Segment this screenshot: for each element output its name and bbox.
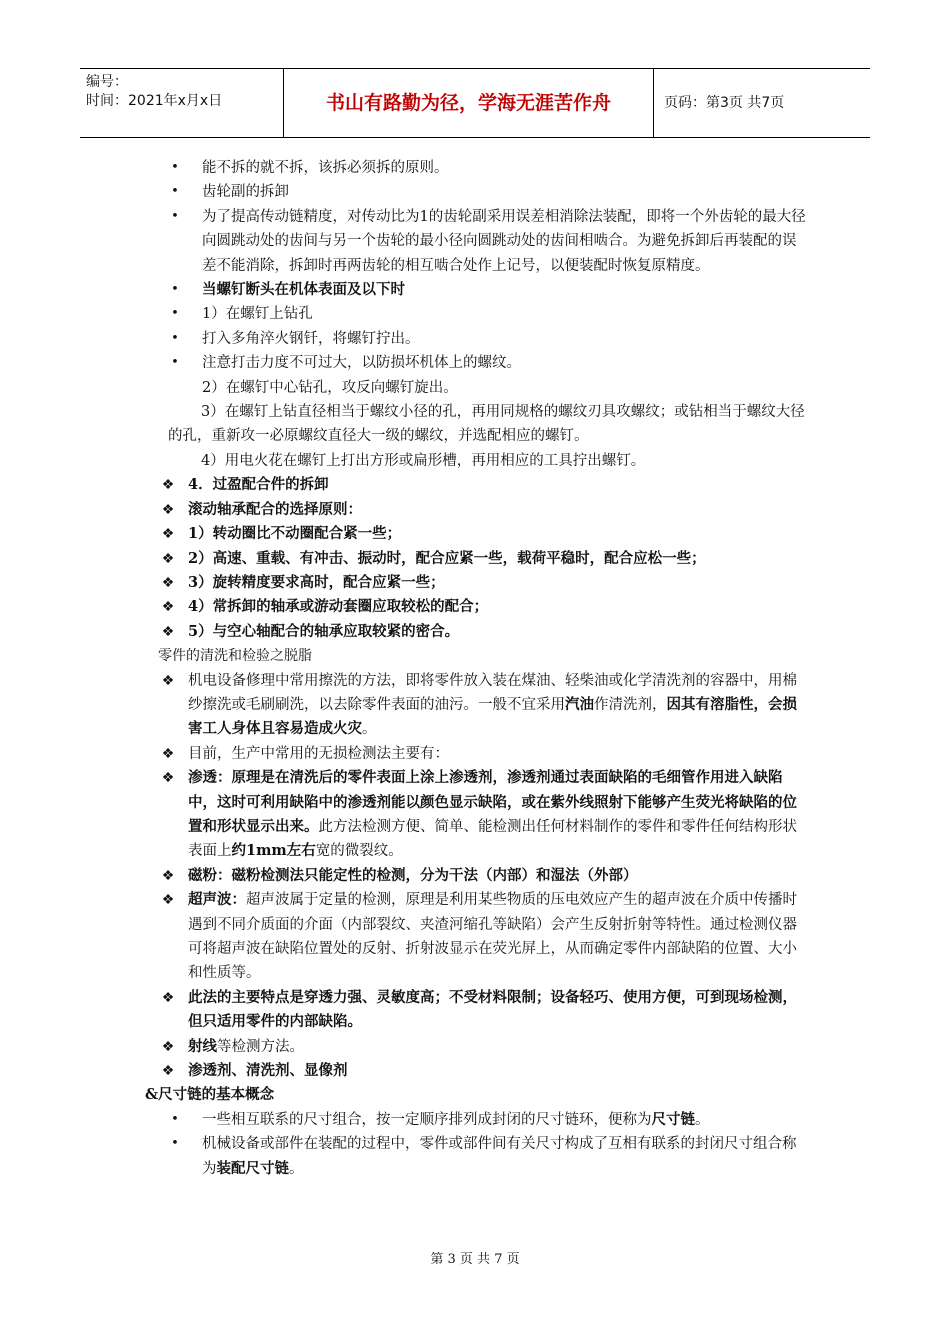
- text-segment: 注意打击力度不可过大，以防损坏机体上的螺纹。: [202, 355, 521, 372]
- bullet-dot-icon: •: [171, 282, 179, 298]
- list-item-text: [188, 766, 806, 864]
- text-segment: 。: [695, 1111, 710, 1128]
- list-item-text: [202, 156, 806, 180]
- bullet-dot-icon: •: [171, 208, 179, 224]
- list-item: [0, 1083, 950, 1107]
- list-item: [0, 376, 950, 400]
- list-item-text: [188, 522, 806, 546]
- text-segment: 宽的微裂纹。: [315, 843, 403, 860]
- text-segment: 滚动轴承配合的选择原则：: [188, 500, 362, 518]
- bullet-dot-icon: •: [171, 160, 179, 175]
- page-footer: 第 3 页 共 7 页: [430, 1252, 520, 1267]
- list-item: [0, 522, 950, 546]
- header-meta-cell: [80, 69, 284, 137]
- bullet-diamond-icon: ❖: [161, 501, 175, 518]
- list-item: [0, 351, 950, 375]
- emphasis-text: 渗透：原理是在清洗后的零件表面上涂上渗透剂，渗透剂通过表面缺陷的毛细管作用进入缺陷中，这时可利用缺陷中的渗透剂能以颜色显示缺陷，或在紫外线照射下能够产生荧光将缺陷的位置和形状显示出来。: [188, 769, 797, 835]
- list-item: [0, 1059, 950, 1083]
- text-segment: 能不拆的就不拆，该拆必须拆的原则。: [202, 160, 449, 176]
- list-item: [0, 620, 950, 644]
- list-item-text: [168, 449, 806, 473]
- list-item: [0, 278, 950, 302]
- emphasis-text: 射线: [188, 1037, 217, 1055]
- text-segment: &尺寸链的基本概念: [145, 1086, 275, 1104]
- list-item: [0, 986, 950, 1035]
- list-item-text: [188, 864, 806, 888]
- list-item-text: [188, 571, 806, 595]
- bullet-diamond-icon: ❖: [161, 599, 175, 616]
- list-item-text: [188, 547, 806, 571]
- text-segment: 1）转动圈比不动圈配合紧一些；: [188, 525, 402, 543]
- list-item: [0, 302, 950, 326]
- bullet-dot-icon: •: [171, 330, 179, 346]
- text-segment: 作清洗剂，: [594, 696, 667, 713]
- emphasis-text: 装配尺寸链: [216, 1159, 289, 1177]
- list-item-text: [145, 1083, 806, 1107]
- list-item: [0, 156, 950, 180]
- list-item-text: [202, 205, 806, 278]
- bullet-diamond-icon: ❖: [161, 526, 175, 543]
- bullet-diamond-icon: ❖: [161, 1063, 175, 1080]
- list-item: [0, 742, 950, 766]
- emphasis-text: 汽油: [565, 695, 594, 713]
- bullet-dot-icon: •: [171, 1111, 179, 1127]
- list-item: [0, 571, 950, 595]
- text-segment: 5）与空心轴配合的轴承应取较紧的密合。: [188, 622, 460, 640]
- time-label: 时间：2021年x月x日: [86, 93, 223, 109]
- list-item-text: [188, 1059, 806, 1083]
- text-segment: 4．过盈配合件的拆卸: [188, 476, 329, 494]
- emphasis-text: 因其有溶脂性，会损害工人身体且容易造成火灾: [188, 695, 797, 738]
- list-item: [0, 864, 950, 888]
- list-item-text: [202, 1132, 806, 1181]
- bullet-diamond-icon: ❖: [161, 892, 175, 909]
- document-body: [0, 156, 950, 1181]
- list-item-text: [202, 302, 806, 326]
- text-segment: 。: [289, 1160, 304, 1177]
- emphasis-text: 超声波：: [188, 891, 246, 909]
- text-segment: 1）在螺钉上钻孔: [202, 306, 313, 323]
- list-item: [0, 498, 950, 522]
- list-item: [0, 1132, 950, 1181]
- bullet-diamond-icon: ❖: [161, 770, 175, 787]
- bullet-diamond-icon: ❖: [161, 1038, 175, 1055]
- text-segment: 零件的清洗和检验之脱脂: [158, 648, 312, 665]
- list-item-text: [188, 888, 806, 986]
- text-segment: 一些相互联系的尺寸组合，按一定顺序排列成封闭的尺寸链环，便称为: [202, 1111, 652, 1128]
- bullet-dot-icon: •: [171, 1136, 179, 1152]
- list-item-text: [188, 498, 806, 522]
- list-item-text: [202, 1108, 806, 1132]
- number-label: 编号：: [86, 74, 128, 90]
- list-item-text: [188, 986, 806, 1035]
- list-item: [0, 595, 950, 619]
- text-segment: 机械设备或部件在装配的过程中，零件或部件间有关尺寸构成了互相有联系的封闭尺寸组合称为: [202, 1136, 797, 1177]
- text-segment: 此法的主要特点是穿透力强、灵敏度高；不受材料限制；设备轻巧、使用方便，可到现场检测，但只适用零件的内部缺陷。: [188, 988, 797, 1031]
- text-segment: 打入多角淬火钢钎，将螺钉拧出。: [202, 330, 420, 347]
- list-item-text: [202, 351, 806, 375]
- list-item-text: [202, 327, 806, 351]
- text-segment: 。: [362, 721, 377, 738]
- text-segment: 2）高速、重载、有冲击、振动时，配合应紧一些，载荷平稳时，配合应松一些；: [188, 549, 706, 567]
- list-item-text: [202, 376, 806, 400]
- text-segment: 超声波属于定量的检测，原理是利用某些物质的压电效应产生的超声波在介质中传播时遇到不同介质面的介面（内部裂纹、夹渣河缩孔等缺陷）会产生反射折射等特性。通过检测仪器可将超声波在缺陷位置处的反射、折射波显示在荧光屏上，从而确定零件内部缺陷的位置、大小和性质等。: [188, 892, 797, 982]
- list-item: [0, 547, 950, 571]
- list-item: [0, 473, 950, 497]
- bullet-diamond-icon: ❖: [161, 867, 175, 884]
- text-segment: 2）在螺钉中心钻孔，攻反向螺钉旋出。: [202, 379, 458, 396]
- bullet-dot-icon: •: [171, 306, 179, 322]
- list-item: [0, 1035, 950, 1059]
- text-segment: 机电设备修理中常用擦洗的方法，即将零件放入装在煤油、轻柴油或化学清洗剂的容器中，用棉纱擦洗或毛刷刷洗，以去除零件表面的油污。一般不宜采用: [188, 672, 797, 713]
- text-segment: 3）旋转精度要求高时，配合应紧一些；: [188, 573, 445, 591]
- text-segment: 齿轮副的拆卸: [202, 184, 289, 201]
- list-item: [0, 888, 950, 986]
- text-segment: 4）用电火花在螺钉上打出方形或扁形槽，再用相应的工具拧出螺钉。: [201, 452, 646, 469]
- list-item-text: [188, 595, 806, 619]
- emphasis-text: 约1mm左右: [231, 842, 316, 860]
- text-segment: 3）在螺钉上钻直径相当于螺纹小径的孔，再用同规格的螺纹刃具攻螺纹；或钻相当于螺纹大径的孔，重新攻一必原螺纹直径大一级的螺纹，并选配相应的螺钉。: [168, 404, 805, 445]
- list-item: [0, 400, 950, 449]
- bullet-diamond-icon: ❖: [161, 672, 175, 689]
- bullet-diamond-icon: ❖: [161, 745, 175, 762]
- text-segment: 磁粉：磁粉检测法只能定性的检测，分为干法（内部）和湿法（外部）: [188, 866, 638, 884]
- list-item-text: [168, 400, 806, 449]
- list-item: [0, 327, 950, 351]
- bullet-diamond-icon: ❖: [161, 574, 175, 591]
- text-segment: 目前，生产中常用的无损检测法主要有：: [188, 745, 449, 762]
- header-page-info: 页码：第3页 共7页: [664, 95, 785, 111]
- list-item: [0, 644, 950, 668]
- text-segment: 4）常拆卸的轴承或游动套圈应取较松的配合；: [188, 598, 489, 616]
- bullet-diamond-icon: ❖: [161, 989, 175, 1006]
- list-item: [0, 205, 950, 278]
- list-item-text: [188, 620, 806, 644]
- list-item-text: [202, 180, 806, 204]
- list-item: [0, 766, 950, 864]
- bullet-diamond-icon: ❖: [161, 623, 175, 640]
- text-segment: 等检测方法。: [217, 1038, 304, 1055]
- list-item: [0, 1108, 950, 1132]
- text-segment: 为了提高传动链精度，对传动比为1的齿轮副采用误差相消除法装配，即将一个外齿轮的最大径向圆跳动处的齿间与另一个齿轮的最小径向圆跳动处的齿间相啮合。为避免拆卸后再装配的误差不能消除，拆卸时再两齿轮的相互啮合处作上记号，以便装配时恢复原精度。: [202, 208, 806, 274]
- bullet-dot-icon: •: [171, 184, 179, 200]
- text-segment: 渗透剂、清洗剂、显像剂: [188, 1062, 348, 1080]
- list-item: [0, 669, 950, 742]
- text-segment: 当螺钉断头在机体表面及以下时: [202, 281, 405, 299]
- list-item-text: [158, 644, 806, 668]
- bullet-diamond-icon: ❖: [161, 477, 175, 494]
- list-item: [0, 449, 950, 473]
- header-motto: 书山有路勤为径，学海无涯苦作舟: [284, 69, 654, 137]
- list-item-text: [188, 742, 806, 766]
- text-segment: 此方法检测方便、简单、能检测出任何材料制作的零件和零件任何结构形状表面上: [188, 818, 797, 860]
- list-item-text: [188, 669, 806, 742]
- bullet-diamond-icon: ❖: [161, 550, 175, 567]
- list-item-text: [188, 1035, 806, 1059]
- list-item-text: [188, 473, 806, 497]
- page-header: [80, 68, 870, 138]
- emphasis-text: 尺寸链: [651, 1110, 695, 1128]
- list-item-text: [202, 278, 806, 302]
- list-item: [0, 180, 950, 204]
- bullet-dot-icon: •: [171, 355, 179, 371]
